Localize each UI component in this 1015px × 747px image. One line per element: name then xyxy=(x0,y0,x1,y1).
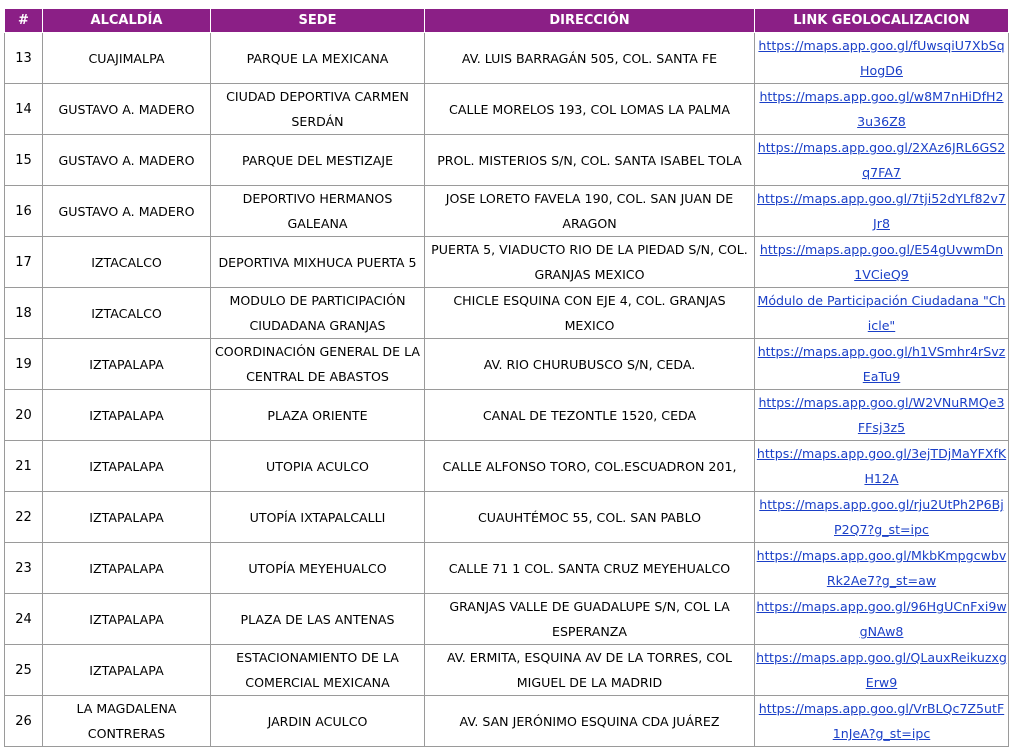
link-cell xyxy=(755,492,1009,543)
direccion-cell: CANAL DE TEZONTLE 1520, CEDA xyxy=(425,390,755,441)
link-cell xyxy=(755,33,1009,84)
link-cell xyxy=(755,441,1009,492)
table-row xyxy=(5,33,1009,84)
geolocation-link[interactable]: https://maps.app.goo.gl/2XAz6JRL6GS2q7FA7 xyxy=(757,140,1006,180)
table-row xyxy=(5,339,1009,390)
geolocation-link[interactable]: https://maps.app.goo.gl/MkbKmpgcwbvRk2Ae7?g_st=aw xyxy=(756,548,1007,588)
header-link: LINK GEOLOCALIZACION xyxy=(755,9,1009,33)
direccion-cell: PROL. MISTERIOS S/N, COL. SANTA ISABEL TOLA xyxy=(425,135,755,186)
link-cell xyxy=(755,390,1009,441)
sede-cell: JARDIN ACULCO xyxy=(211,696,425,747)
link-cell xyxy=(755,339,1009,390)
direccion-cell: CALLE ALFONSO TORO, COL.ESCUADRON 201, xyxy=(425,441,755,492)
direccion-cell: PUERTA 5, VIADUCTO RIO DE LA PIEDAD S/N, COL. GRANJAS MEXICO xyxy=(425,237,755,288)
direccion-cell: GRANJAS VALLE DE GUADALUPE S/N, COL LA ESPERANZA xyxy=(425,594,755,645)
direccion-cell: CUAUHTÉMOC 55, COL. SAN PABLO xyxy=(425,492,755,543)
alcaldia-cell: IZTACALCO xyxy=(43,288,211,339)
link-cell xyxy=(755,594,1009,645)
direccion-cell: AV. LUIS BARRAGÁN 505, COL. SANTA FE xyxy=(425,33,755,84)
geolocation-link[interactable]: https://maps.app.goo.gl/W2VNuRMQe3FFsj3z5 xyxy=(758,395,1005,435)
sede-cell: UTOPÍA IXTAPALCALLI xyxy=(211,492,425,543)
sedes-table xyxy=(4,8,1009,747)
row-number: 17 xyxy=(5,237,43,288)
sede-cell: PARQUE LA MEXICANA xyxy=(211,33,425,84)
table-row xyxy=(5,84,1009,135)
sede-cell: PARQUE DEL MESTIZAJE xyxy=(211,135,425,186)
link-cell xyxy=(755,696,1009,747)
row-number: 13 xyxy=(5,33,43,84)
sede-cell: UTOPIA ACULCO xyxy=(211,441,425,492)
table-row xyxy=(5,645,1009,696)
header-direccion: DIRECCIÓN xyxy=(425,9,755,33)
geolocation-link[interactable]: Módulo de Participación Ciudadana "Chicle" xyxy=(757,293,1006,333)
alcaldia-cell: GUSTAVO A. MADERO xyxy=(43,84,211,135)
link-cell xyxy=(755,135,1009,186)
alcaldia-cell: GUSTAVO A. MADERO xyxy=(43,135,211,186)
sede-cell: COORDINACIÓN GENERAL DE LA CENTRAL DE ABASTOS xyxy=(211,339,425,390)
table-row xyxy=(5,696,1009,747)
row-number: 21 xyxy=(5,441,43,492)
alcaldia-cell: CUAJIMALPA xyxy=(43,33,211,84)
geolocation-link[interactable]: https://maps.app.goo.gl/w8M7nHiDfH23u36Z8 xyxy=(759,89,1004,129)
row-number: 15 xyxy=(5,135,43,186)
alcaldia-cell: LA MAGDALENA CONTRERAS xyxy=(43,696,211,747)
link-cell xyxy=(755,645,1009,696)
sede-cell: MODULO DE PARTICIPACIÓN CIUDADANA GRANJAS xyxy=(211,288,425,339)
link-cell xyxy=(755,543,1009,594)
geolocation-link[interactable]: https://maps.app.goo.gl/VrBLQc7Z5utF1nJeA?g_st=ipc xyxy=(758,701,1005,741)
sede-cell: ESTACIONAMIENTO DE LA COMERCIAL MEXICANA xyxy=(211,645,425,696)
table-header-row xyxy=(5,9,1009,33)
table-row xyxy=(5,288,1009,339)
sede-cell: CIUDAD DEPORTIVA CARMEN SERDÁN xyxy=(211,84,425,135)
direccion-cell: CHICLE ESQUINA CON EJE 4, COL. GRANJAS MEXICO xyxy=(425,288,755,339)
table-row xyxy=(5,543,1009,594)
sede-cell: DEPORTIVA MIXHUCA PUERTA 5 xyxy=(211,237,425,288)
header-number: # xyxy=(5,9,43,33)
link-cell xyxy=(755,237,1009,288)
geolocation-link[interactable]: https://maps.app.goo.gl/3ejTDjMaYFXfKH12A xyxy=(756,446,1007,486)
link-cell xyxy=(755,288,1009,339)
row-number: 23 xyxy=(5,543,43,594)
direccion-cell: AV. SAN JERÓNIMO ESQUINA CDA JUÁREZ xyxy=(425,696,755,747)
table-row xyxy=(5,186,1009,237)
table-row xyxy=(5,135,1009,186)
table-row xyxy=(5,594,1009,645)
geolocation-link[interactable]: https://maps.app.goo.gl/rju2UtPh2P6BjP2Q7?g_st=ipc xyxy=(759,497,1004,537)
sedes-table-container xyxy=(4,8,1009,747)
alcaldia-cell: IZTAPALAPA xyxy=(43,390,211,441)
row-number: 26 xyxy=(5,696,43,747)
geolocation-link[interactable]: https://maps.app.goo.gl/E54gUvwmDn1VCieQ9 xyxy=(759,242,1004,282)
direccion-cell: CALLE MORELOS 193, COL LOMAS LA PALMA xyxy=(425,84,755,135)
direccion-cell: JOSE LORETO FAVELA 190, COL. SAN JUAN DE ARAGON xyxy=(425,186,755,237)
alcaldia-cell: IZTAPALAPA xyxy=(43,339,211,390)
alcaldia-cell: GUSTAVO A. MADERO xyxy=(43,186,211,237)
sede-cell: PLAZA DE LAS ANTENAS xyxy=(211,594,425,645)
row-number: 16 xyxy=(5,186,43,237)
table-row xyxy=(5,237,1009,288)
geolocation-link[interactable]: https://maps.app.goo.gl/h1VSmhr4rSvzEaTu9 xyxy=(757,344,1006,384)
direccion-cell: AV. ERMITA, ESQUINA AV DE LA TORRES, COL MIGUEL DE LA MADRID xyxy=(425,645,755,696)
alcaldia-cell: IZTACALCO xyxy=(43,237,211,288)
geolocation-link[interactable]: https://maps.app.goo.gl/QLauxReikuzxgErw9 xyxy=(756,650,1007,690)
link-cell xyxy=(755,84,1009,135)
row-number: 18 xyxy=(5,288,43,339)
row-number: 22 xyxy=(5,492,43,543)
geolocation-link[interactable]: https://maps.app.goo.gl/7tji52dYLf82v7Jr8 xyxy=(757,191,1006,231)
table-row xyxy=(5,492,1009,543)
alcaldia-cell: IZTAPALAPA xyxy=(43,645,211,696)
alcaldia-cell: IZTAPALAPA xyxy=(43,543,211,594)
direccion-cell: CALLE 71 1 COL. SANTA CRUZ MEYEHUALCO xyxy=(425,543,755,594)
table-row xyxy=(5,390,1009,441)
header-sede: SEDE xyxy=(211,9,425,33)
row-number: 14 xyxy=(5,84,43,135)
alcaldia-cell: IZTAPALAPA xyxy=(43,441,211,492)
direccion-cell: AV. RIO CHURUBUSCO S/N, CEDA. xyxy=(425,339,755,390)
alcaldia-cell: IZTAPALAPA xyxy=(43,594,211,645)
table-row xyxy=(5,441,1009,492)
alcaldia-cell: IZTAPALAPA xyxy=(43,492,211,543)
header-alcaldia: ALCALDÍA xyxy=(43,9,211,33)
row-number: 19 xyxy=(5,339,43,390)
row-number: 25 xyxy=(5,645,43,696)
sede-cell: DEPORTIVO HERMANOS GALEANA xyxy=(211,186,425,237)
table-body xyxy=(5,33,1009,747)
row-number: 20 xyxy=(5,390,43,441)
sede-cell: UTOPÍA MEYEHUALCO xyxy=(211,543,425,594)
link-cell xyxy=(755,186,1009,237)
sede-cell: PLAZA ORIENTE xyxy=(211,390,425,441)
row-number: 24 xyxy=(5,594,43,645)
geolocation-link[interactable]: https://maps.app.goo.gl/96HgUCnFxi9wgNAw8 xyxy=(756,599,1007,639)
geolocation-link[interactable]: https://maps.app.goo.gl/fUwsqiU7XbSqHogD6 xyxy=(758,38,1005,78)
